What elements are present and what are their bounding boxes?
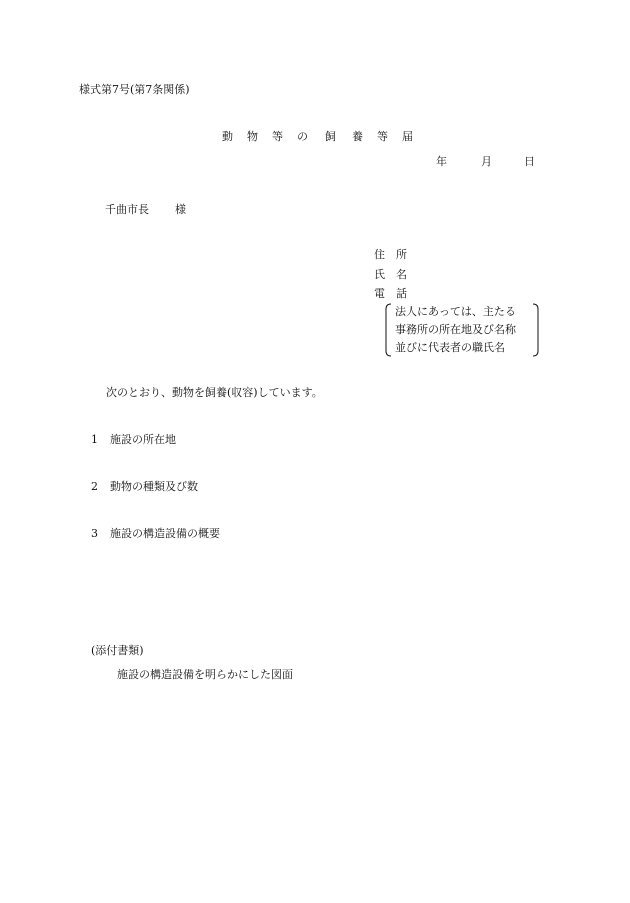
- body-statement: 次のとおり、動物を飼養(収容)しています。: [106, 386, 323, 399]
- attachments-content: 施設の構造設備を明らかにした図面: [117, 668, 293, 681]
- item-label: 動物の種類及び数: [110, 480, 198, 493]
- date-month: 月: [481, 155, 492, 168]
- form-number: 様式第7号(第7条関係): [79, 83, 190, 96]
- title-char: 届: [402, 130, 413, 143]
- date-year: 年: [436, 155, 447, 168]
- applicant-address-label: 住 所: [374, 248, 407, 261]
- corporate-note-line: 並びに代表者の職氏名: [395, 341, 505, 354]
- item-label: 施設の構造設備の概要: [110, 527, 220, 540]
- title-char: 養: [352, 130, 363, 143]
- date-day: 日: [524, 155, 535, 168]
- list-item: [91, 480, 198, 493]
- corporate-note: [383, 303, 541, 357]
- item-number: 1: [91, 433, 98, 446]
- attachments-heading: (添付書類): [91, 644, 144, 657]
- item-number: 2: [91, 480, 98, 493]
- corporate-note-line: 事務所の所在地及び名称: [395, 323, 516, 336]
- list-item: [91, 527, 220, 540]
- addressee-name: 千曲市長: [105, 203, 149, 216]
- addressee-honorific: 様: [175, 203, 186, 216]
- title-char: 等: [377, 130, 388, 143]
- title-char: 動: [222, 130, 233, 143]
- title-char: の: [297, 130, 308, 143]
- list-item: [91, 433, 176, 446]
- item-label: 施設の所在地: [110, 433, 176, 446]
- title-char: 物: [247, 130, 258, 143]
- addressee: [105, 203, 186, 216]
- title-char: 等: [272, 130, 283, 143]
- title-char: 飼: [325, 130, 336, 143]
- applicant-phone-label: 電 話: [374, 287, 407, 300]
- applicant-name-label: 氏 名: [374, 268, 407, 281]
- item-number: 3: [91, 527, 98, 540]
- date-line: [436, 155, 535, 168]
- corporate-note-line: 法人にあっては、主たる: [395, 305, 516, 318]
